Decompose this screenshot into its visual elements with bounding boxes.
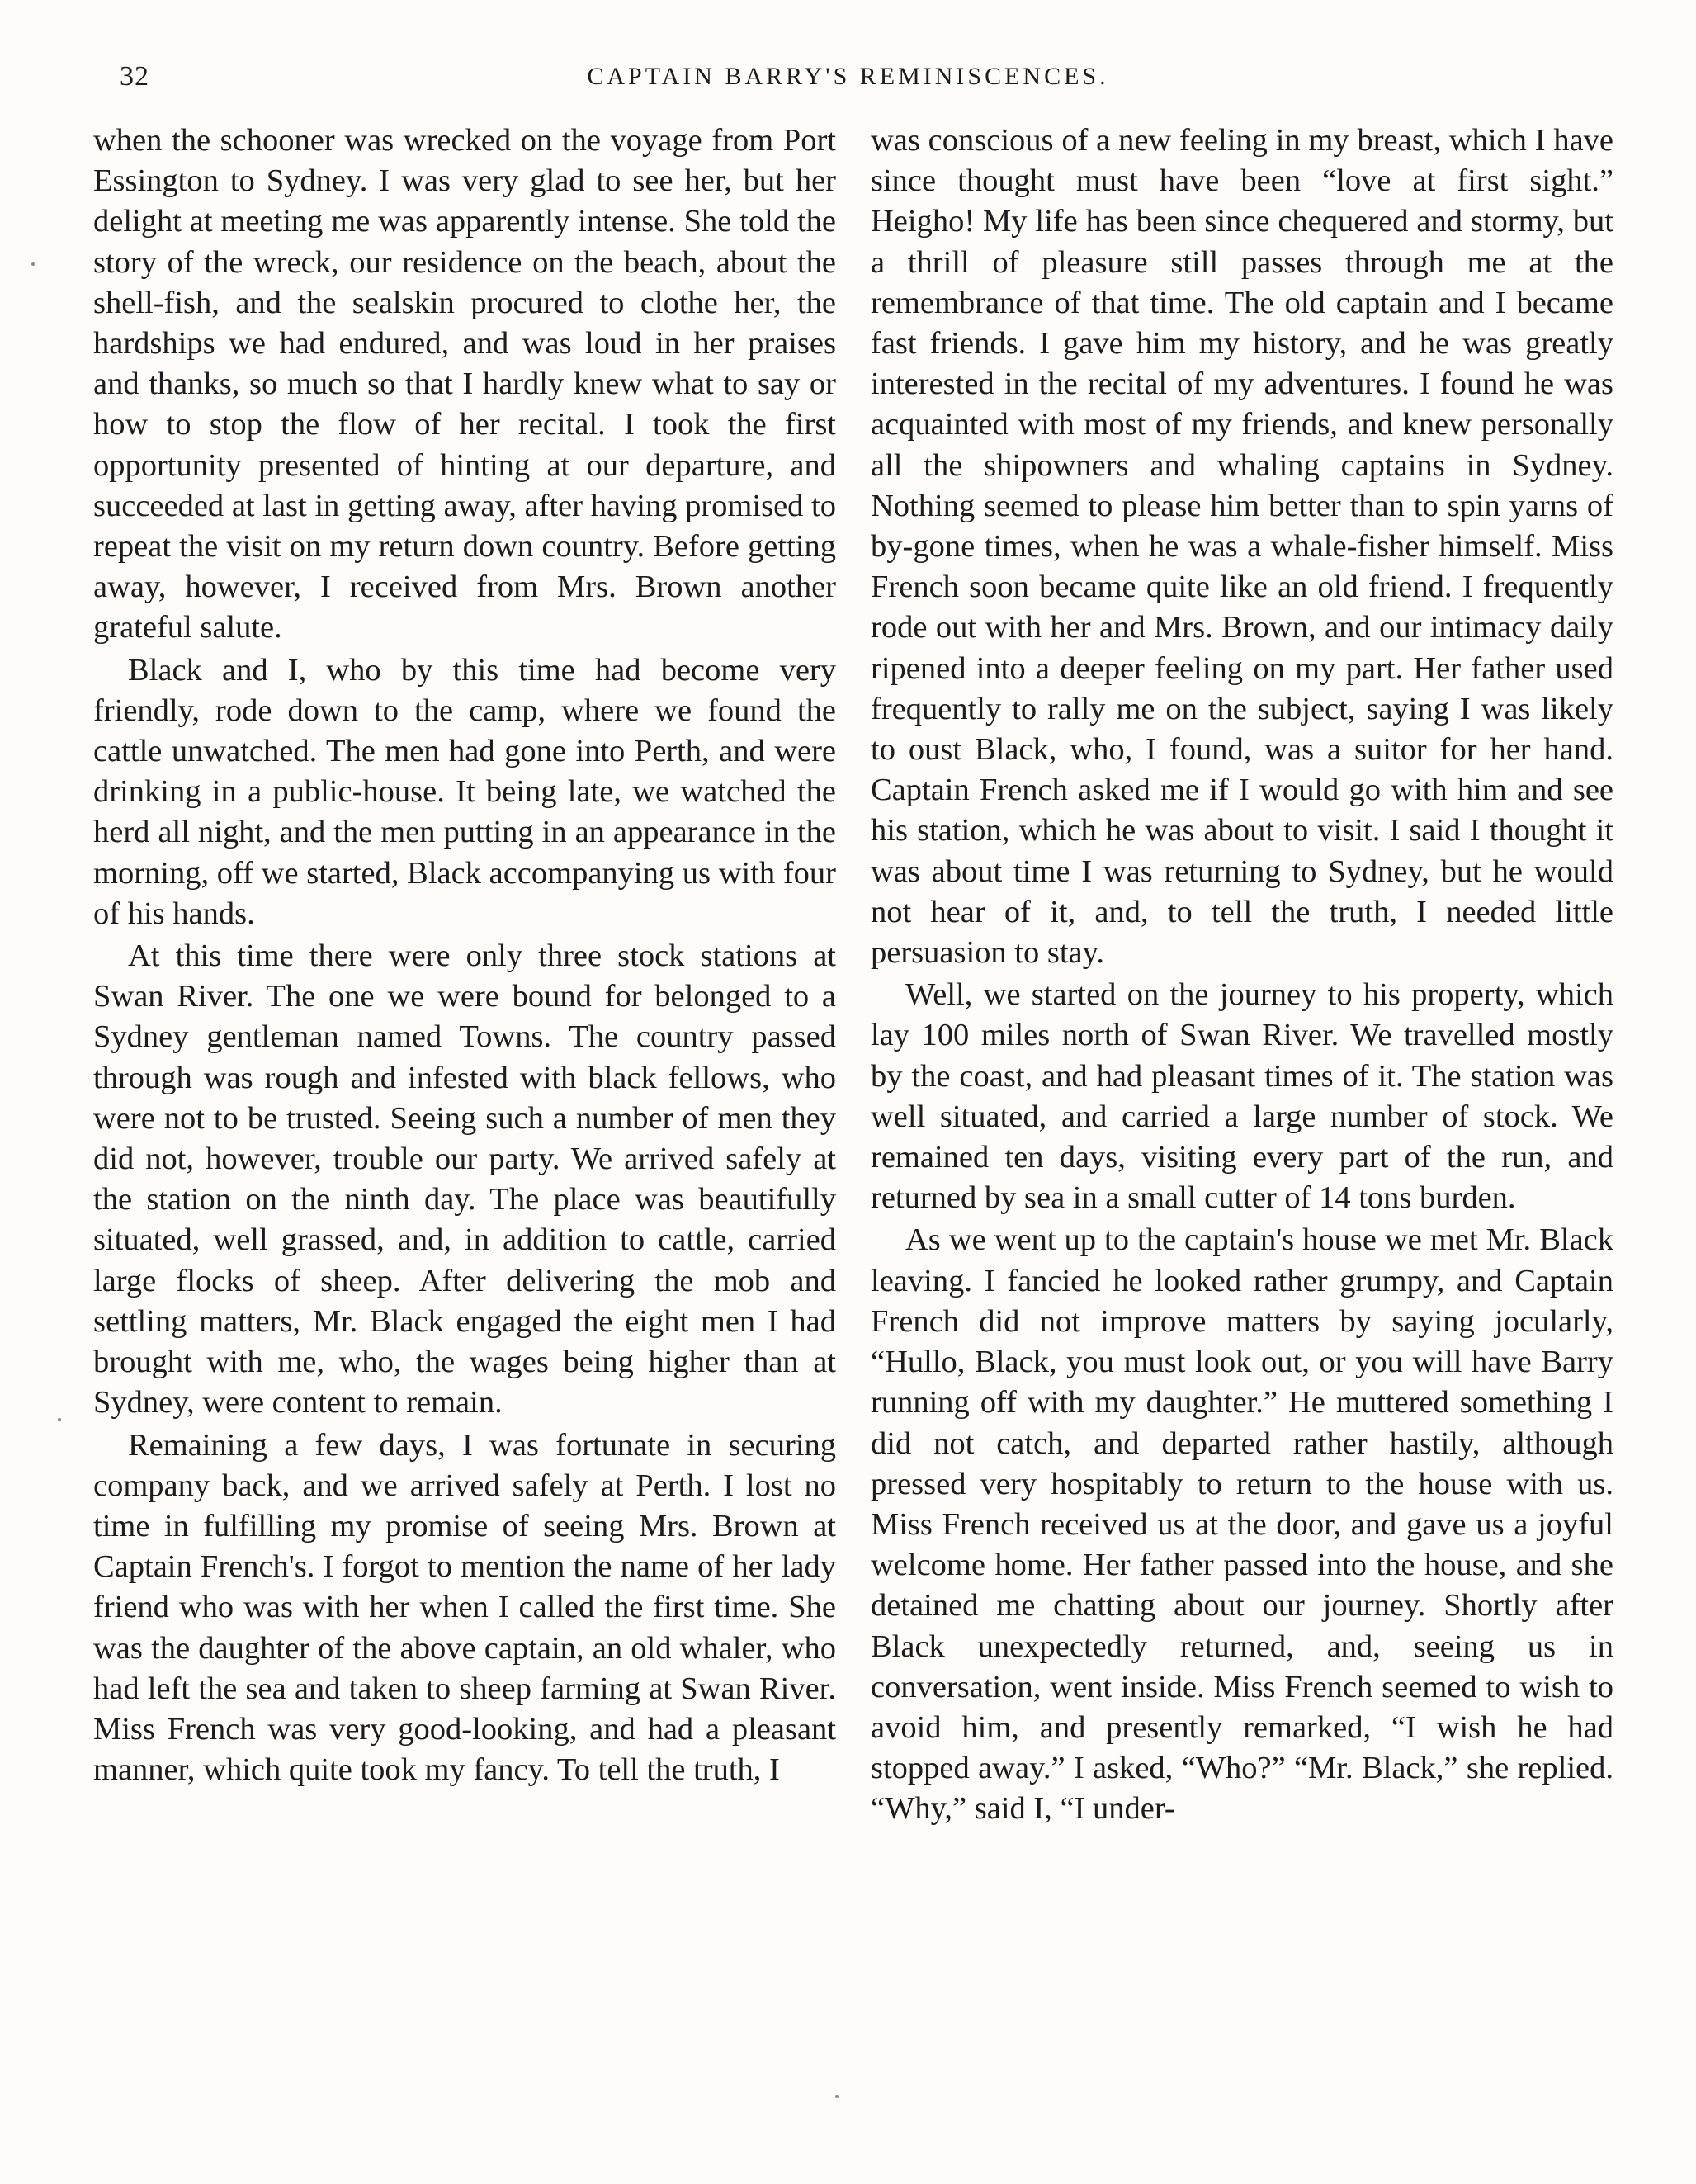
running-head	[0, 61, 1696, 111]
running-title: CAPTAIN BARRY'S REMINISCENCES.	[587, 63, 1109, 90]
paragraph: Well, we started on the journey to his property, which lay 100 miles north of Swan River. We travelled mostly by the coast, and had pleasant times of it. The station was well situated, and carried a large number of stock. We remained ten days, visiting every part of the run, and returned by sea in a small cutter of 14 tons burden.	[871, 977, 1613, 1216]
paper-speck	[58, 1418, 61, 1421]
paragraph: Remaining a few days, I was fortunate in securing company back, and we arrived safely at Perth. I lost no time in fulfilling my promise of seeing Mrs. Brown at Captain French's. I forgot to mention the name of her lady friend who was with her when I called the first time. She was the daughter of the above captain, an old whaler, who had left the sea and taken to sheep farming at Swan River. Miss French was very good-looking, and had a pleasant manner, which quite took my fancy. To tell the truth, I	[93, 1427, 836, 1788]
left-column	[93, 121, 836, 1790]
paragraph: Black and I, who by this time had become very friendly, rode down to the camp, where we found the cattle unwatched. The men had gone into Perth, and were drinking in a public-house. It being late, we watched the herd all night, and the men putting in an appearance in the morning, off we started, Black accompanying us with four of his hands.	[93, 652, 836, 931]
paragraph-continued: when the schooner was wrecked on the voyage from Port Essington to Sydney. I was very glad to see her, but her delight at meeting me was apparently intense. She told the story of the wreck, our residence on the beach, about the shell-fish, and the sealskin procured to clothe her, the hardships we had endured, and was loud in her praises and thanks, so much so that I hardly knew what to say or how to stop the flow of her recital. I took the first opportunity presented of hinting at our departure, and succeeded at last in getting away, after having promised to repeat the visit on my return down country. Before getting away, however, I received from Mrs. Brown another grateful salute.	[93, 123, 836, 645]
page-number: 32	[120, 61, 149, 92]
paragraph: As we went up to the captain's house we met Mr. Black leaving. I fancied he looked rather grumpy, and Captain French did not improve matters by saying jocularly, “Hullo, Black, you must look out, or you will have Barry running off with my daughter.” He muttered something I did not catch, and departed rather hastily, although pressed very hospitably to return to the house with us. Miss French received us at the door, and gave us a joyful welcome home. Her father passed into the house, and she detained me chatting about our journey. Shortly after Black unexpectedly returned, and, seeing us in conversation, went inside. Miss French seemed to wish to avoid him, and presently remarked, “I wish he had stopped away.” I asked, “Who?” “Mr. Black,” she replied. “Why,” said I, “I under-	[871, 1222, 1613, 1827]
right-column	[871, 121, 1613, 1830]
paragraph: At this time there were only three stock stations at Swan River. The one we were bound for belonged to a Sydney gentleman named Towns. The country passed through was rough and infested with black fellows, who were not to be trusted. Seeing such a number of men they did not, however, trouble our party. We arrived safely at the station on the ninth day. The place was beautifully situated, well grassed, and, in addition to cattle, carried large flocks of sheep. After delivering the mob and settling matters, Mr. Black engaged the eight men I had brought with me, who, the wages being higher than at Sydney, were content to remain.	[93, 938, 836, 1421]
paragraph-continued: was conscious of a new feeling in my breast, which I have since thought must have been “love at first sight.” Heigho! My life has been since chequered and stormy, but a thrill of pleasure still passes through me at the remembrance of that time. The old captain and I became fast friends. I gave him my history, and he was greatly interested in the recital of my adventures. I found he was acquainted with most of my friends, and knew personally all the shipowners and whaling captains in Sydney. Nothing seemed to please him better than to spin yarns of by-gone times, when he was a whale-fisher himself. Miss French soon became quite like an old friend. I frequently rode out with her and Mrs. Brown, and our intimacy daily ripened into a deeper feeling on my part. Her father used frequently to rally me on the subject, saying I was likely to oust Black, who, I found, was a suitor for her hand. Captain French asked me if I would go with him and see his station, which he was about to visit. I said I thought it was about time I was returning to Sydney, but he would not hear of it, and, to tell the truth, I needed little persuasion to stay.	[871, 123, 1613, 971]
paper-speck	[31, 262, 35, 266]
paper-speck	[835, 2095, 839, 2098]
